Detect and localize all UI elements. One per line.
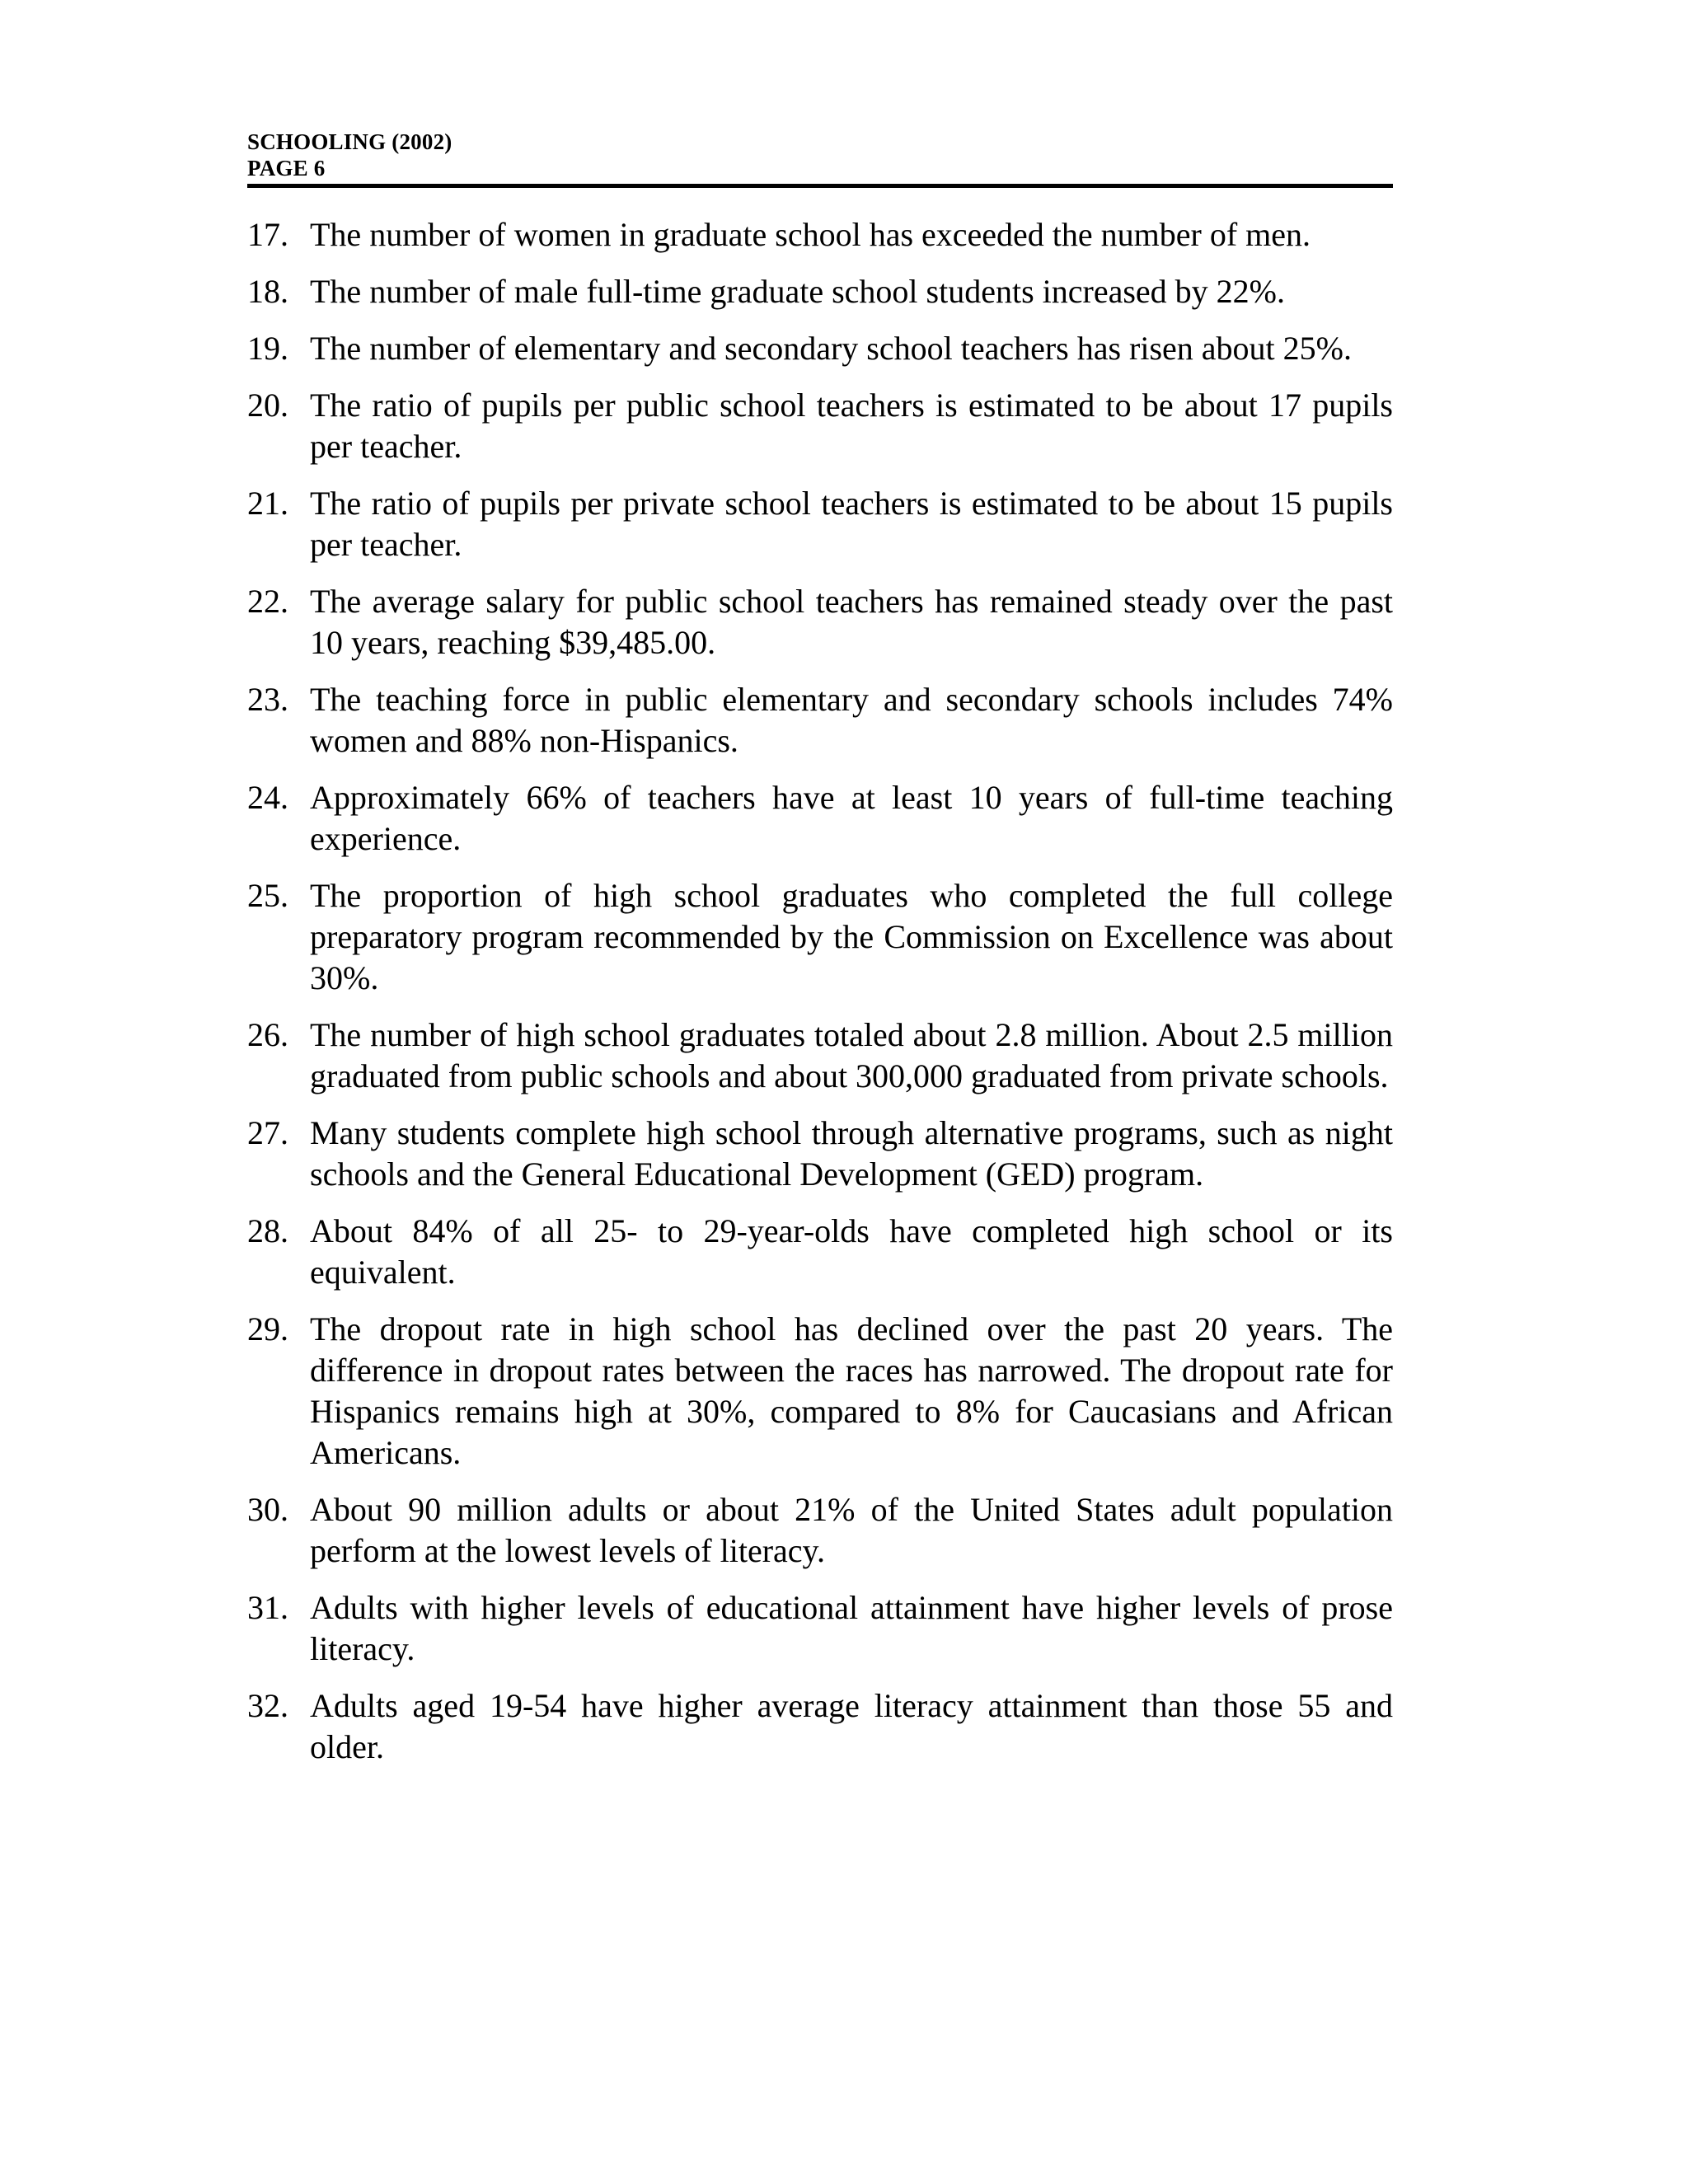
header-page-number: PAGE 6 <box>247 156 326 180</box>
list-item <box>247 214 1393 255</box>
item-text: The ratio of pupils per public school teachers is estimated to be about 17 pupils per teacher. <box>310 387 1393 465</box>
fact-list <box>247 214 1393 1768</box>
item-number: 29. <box>247 1310 288 1347</box>
item-text: The proportion of high school graduates who completed the full college preparatory program recommended by the Commission on Excellence was about 30%. <box>310 877 1393 996</box>
item-number: 20. <box>247 387 288 424</box>
item-number: 17. <box>247 216 288 253</box>
item-text: The ratio of pupils per private school teachers is estimated to be about 15 pupils per teacher. <box>310 485 1393 563</box>
list-item <box>247 875 1393 999</box>
list-item <box>247 1113 1393 1195</box>
item-text: The average salary for public school teachers has remained steady over the past 10 years, reaching $39,485.00. <box>310 583 1393 661</box>
item-text: The dropout rate in high school has declined over the past 20 years. The difference in dropout rates between the races has narrowed. The dropout rate for Hispanics remains high at 30%, compared to 8% for Caucasians and African Americans. <box>310 1310 1393 1471</box>
item-number: 26. <box>247 1016 288 1053</box>
item-text: About 84% of all 25- to 29-year-olds have completed high school or its equivalent. <box>310 1212 1393 1291</box>
item-text: The number of women in graduate school has exceeded the number of men. <box>310 216 1311 253</box>
item-text: The number of elementary and secondary school teachers has risen about 25%. <box>310 330 1352 367</box>
item-number: 30. <box>247 1491 288 1528</box>
item-text: The number of high school graduates totaled about 2.8 million. About 2.5 million graduated from public schools and about 300,000 graduated from private schools. <box>310 1016 1393 1094</box>
item-number: 28. <box>247 1212 288 1249</box>
list-item <box>247 483 1393 565</box>
list-item <box>247 271 1393 312</box>
list-item <box>247 1015 1393 1097</box>
list-item <box>247 1211 1393 1293</box>
document-page <box>247 129 1393 1783</box>
item-text: The teaching force in public elementary and secondary schools includes 74% women and 88% non-Hispanics. <box>310 681 1393 759</box>
list-item <box>247 777 1393 860</box>
list-item <box>247 1685 1393 1768</box>
item-text: The number of male full-time graduate school students increased by 22%. <box>310 273 1285 310</box>
list-item <box>247 679 1393 762</box>
page-header <box>247 129 1393 181</box>
header-rule <box>247 184 1393 188</box>
item-number: 19. <box>247 330 288 367</box>
list-item <box>247 1587 1393 1670</box>
item-number: 25. <box>247 877 288 914</box>
header-title: SCHOOLING (2002) <box>247 129 452 154</box>
item-text: About 90 million adults or about 21% of the United States adult population perform at the lowest levels of literacy. <box>310 1491 1393 1569</box>
item-text: Adults aged 19-54 have higher average literacy attainment than those 55 and older. <box>310 1687 1393 1765</box>
list-item <box>247 328 1393 369</box>
list-item <box>247 581 1393 663</box>
item-text: Many students complete high school through alternative programs, such as night schools and the General Educational Development (GED) program. <box>310 1114 1393 1193</box>
item-text: Approximately 66% of teachers have at least 10 years of full-time teaching experience. <box>310 779 1393 857</box>
item-number: 23. <box>247 681 288 718</box>
item-text: Adults with higher levels of educational attainment have higher levels of prose literacy. <box>310 1589 1393 1667</box>
item-number: 18. <box>247 273 288 310</box>
list-item <box>247 385 1393 467</box>
item-number: 32. <box>247 1687 288 1724</box>
item-number: 24. <box>247 779 288 816</box>
list-item <box>247 1489 1393 1572</box>
list-item <box>247 1309 1393 1474</box>
item-number: 21. <box>247 485 288 522</box>
item-number: 27. <box>247 1114 288 1151</box>
item-number: 22. <box>247 583 288 620</box>
item-number: 31. <box>247 1589 288 1626</box>
